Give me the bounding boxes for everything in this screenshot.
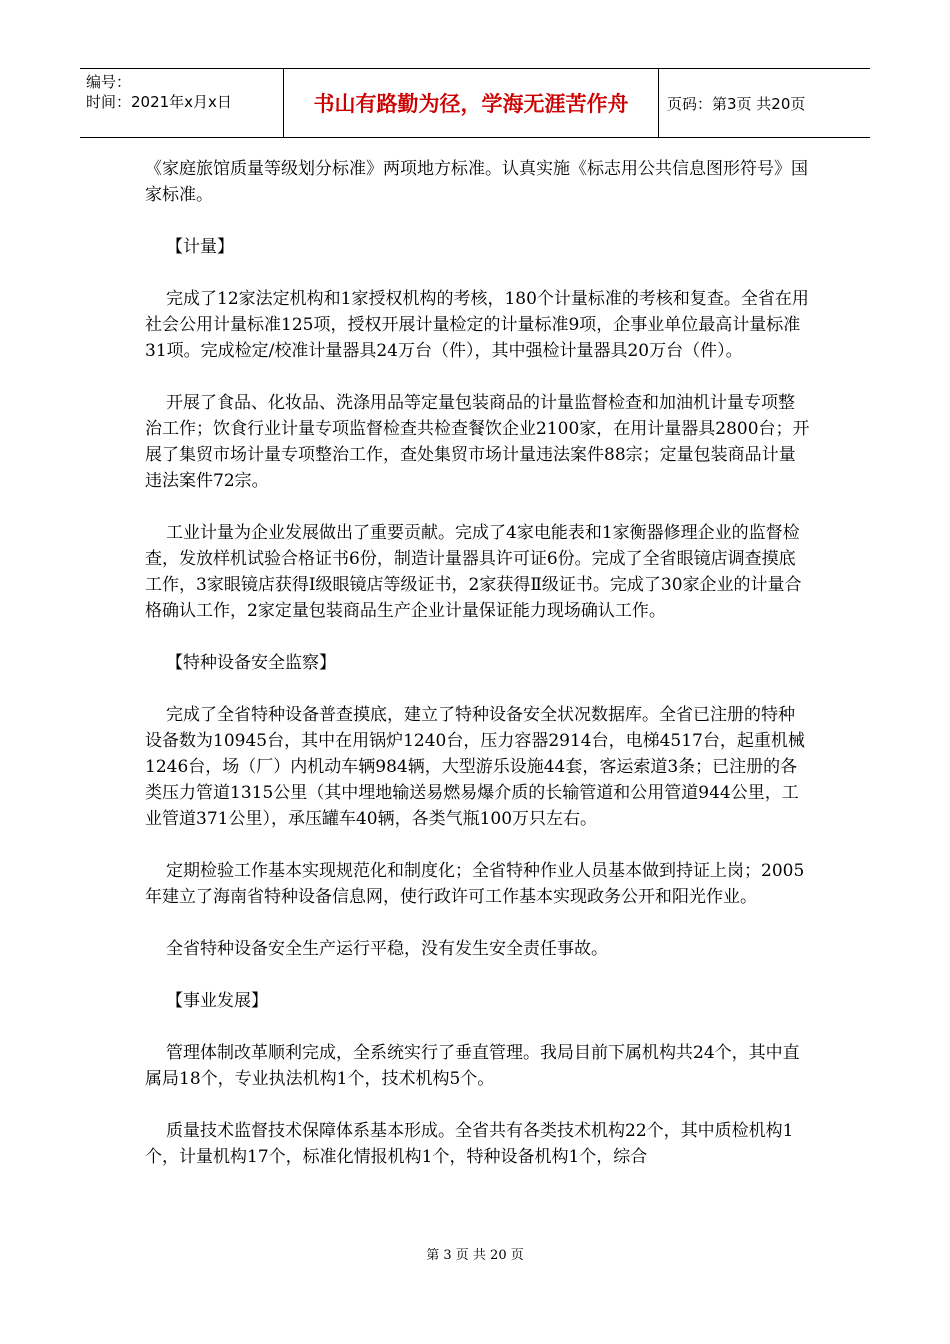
paragraph: 全省特种设备安全生产运行平稳，没有发生安全责任事故。 bbox=[166, 939, 608, 959]
paragraph: 开展了食品、化妆品、洗涤用品等定量包装商品的计量监督检查和加油机计量专项整治工作；饮食行业计量专项监督检查共检查餐饮企业2100家，在用计量器具2800台；开展了集贸市场计量专项整治工作，查处集贸市场计量违法案件88宗；定量包装商品计量违法案件72宗。 bbox=[145, 393, 810, 491]
number-label: 编号： bbox=[86, 73, 132, 91]
page-footer: 第 3 页 共 20 页 bbox=[426, 1248, 524, 1263]
page-number-label: 页码：第3页 共20页 bbox=[667, 94, 806, 113]
document-body bbox=[145, 156, 810, 1196]
date-label: 时间：2021年x月x日 bbox=[86, 93, 232, 111]
section-heading-metrology: 【计量】 bbox=[166, 237, 234, 257]
section-heading-development: 【事业发展】 bbox=[166, 991, 268, 1011]
paragraph: 完成了全省特种设备普查摸底，建立了特种设备安全状况数据库。全省已注册的特种设备数为10945台，其中在用锅炉1240台，压力容器2914台，电梯4517台，起重机械1246台，场（厂）内机动车辆984辆，大型游乐设施44套，客运索道3条；已注册的各类压力管道1315公里（其中埋地输送易燃易爆介质的长输管道和公用管道944公里，工业管道371公里），承压罐车40辆，各类气瓶100万只左右。 bbox=[145, 705, 805, 829]
paragraph: 《家庭旅馆质量等级划分标准》两项地方标准。认真实施《标志用公共信息图形符号》国家标准。 bbox=[145, 159, 808, 205]
paragraph: 管理体制改革顺利完成，全系统实行了垂直管理。我局目前下属机构共24个，其中直属局18个，专业执法机构1个，技术机构5个。 bbox=[145, 1043, 800, 1089]
header-left-cell bbox=[80, 69, 283, 137]
paragraph: 完成了12家法定机构和1家授权机构的考核，180个计量标准的考核和复查。全省在用社会公用计量标准125项，授权开展计量检定的计量标准9项，企事业单位最高计量标准31项。完成检定/校准计量器具24万台（件），其中强检计量器具20万台（件）。 bbox=[145, 289, 809, 361]
paragraph: 质量技术监督技术保障体系基本形成。全省共有各类技术机构22个，其中质检机构1个，计量机构17个，标准化情报机构1个，特种设备机构1个，综合 bbox=[145, 1121, 794, 1167]
section-heading-special-equipment: 【特种设备安全监察】 bbox=[166, 653, 336, 673]
motto: 书山有路勤为径，学海无涯苦作舟 bbox=[283, 69, 659, 137]
paragraph: 定期检验工作基本实现规范化和制度化；全省特种作业人员基本做到持证上岗；2005年建立了海南省特种设备信息网，使行政许可工作基本实现政务公开和阳光作业。 bbox=[145, 861, 805, 907]
page-header bbox=[80, 68, 870, 138]
paragraph: 工业计量为企业发展做出了重要贡献。完成了4家电能表和1家衡器修理企业的监督检查，发放样机试验合格证书6份，制造计量器具许可证6份。完成了全省眼镜店调查摸底工作，3家眼镜店获得Ⅰ级眼镜店等级证书，2家获得Ⅱ级证书。完成了30家企业的计量合格确认工作，2家定量包装商品生产企业计量保证能力现场确认工作。 bbox=[145, 523, 802, 621]
